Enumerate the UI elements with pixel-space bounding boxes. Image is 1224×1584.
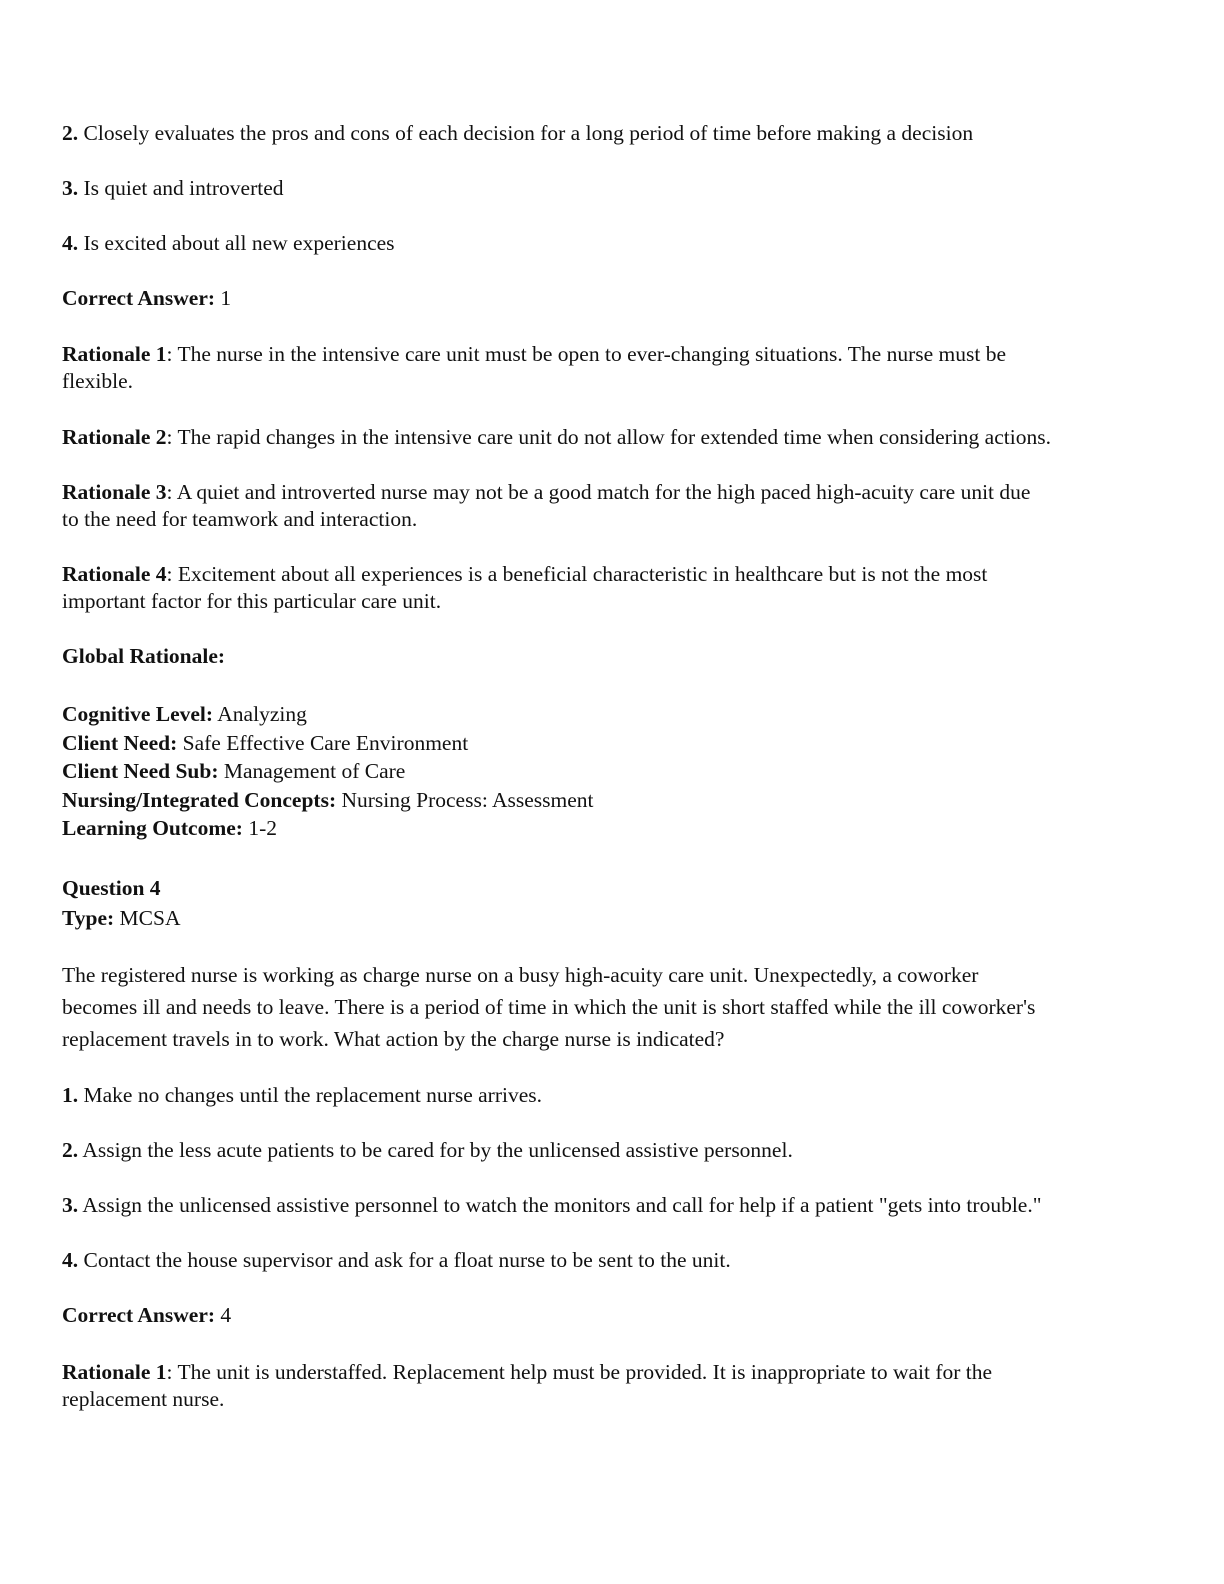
q4-correct-answer [62,1302,1172,1329]
q3-metadata [62,700,1172,843]
q3-option-3 [62,175,1172,202]
correct-answer-label: Correct Answer: [62,1303,216,1327]
correct-answer-value: 4 [220,1303,232,1327]
rationale-text: The unit is understaffed. Replacement help must be provided. It is inappropriate to wait for the [177,1360,993,1384]
option-text: Is excited about all new experiences [83,231,395,255]
meta-label: Client Need Sub: [62,759,219,783]
q4-header [62,873,1172,933]
meta-client-need-sub [62,757,1172,786]
rationale-label: Rationale 3 [62,480,167,504]
option-number: 1. [62,1083,79,1107]
q3-rationale-2: Rationale 2: The rapid changes in the intensive care unit do not allow for extended time when considering actions. [62,425,1051,449]
q3-rationale-4: Rationale 4: Excitement about all experiences is a beneficial characteristic in healthcare but is not the most important factor for this particular care unit. [62,561,1172,615]
q4-stem [62,959,1172,1055]
option-text: Is quiet and introverted [83,176,284,200]
q3-global-rationale [62,643,1172,670]
rationale-label: Rationale 2 [62,425,167,449]
rationale-text: The rapid changes in the intensive care unit do not allow for extended time when considering actions. [177,425,1051,449]
q4-option-3 [62,1192,1172,1219]
q3-option-4 [62,230,1172,257]
meta-value: Management of Care [223,759,406,783]
q4-option-4 [62,1247,1172,1274]
meta-value: 1-2 [248,816,277,840]
rationale-text: flexible. [62,369,134,393]
stem-line: The registered nurse is working as charge nurse on a busy high-acuity care unit. Unexpectedly, a coworker [62,963,979,987]
rationale-text: The nurse in the intensive care unit must be open to ever-changing situations. The nurse must be [177,342,1006,366]
meta-label: Nursing/Integrated Concepts: [62,787,337,812]
option-text: Closely evaluates the pros and cons of each decision for a long period of time before making a decision [83,121,974,145]
stem-line: replacement travels in to work. What action by the charge nurse is indicated? [62,1027,725,1051]
rationale-label: Rationale 1 [62,1360,167,1384]
rationale-label: Rationale 1 [62,342,167,366]
option-number: 2. [62,1138,79,1162]
rationale-text: replacement nurse. [62,1387,225,1411]
rationale-text: Excitement about all experiences is a beneficial characteristic in healthcare but is not the most [177,562,988,586]
meta-learning-outcome [62,814,1172,843]
option-text: Assign the less acute patients to be cared for by the unlicensed assistive personnel. [82,1138,793,1162]
rationale-text: to the need for teamwork and interaction. [62,507,418,531]
q3-correct-answer [62,285,1172,312]
option-number: 4. [62,231,79,255]
correct-answer-value: 1 [220,286,232,310]
rationale-text: A quiet and introverted nurse may not be a good match for the high paced high-acuity care unit due [176,480,1031,504]
q4-option-2 [62,1137,1172,1164]
option-text: Make no changes until the replacement nurse arrives. [83,1083,542,1107]
meta-nursing-concepts [62,786,1172,815]
q4-rationale-1: Rationale 1: The unit is understaffed. Replacement help must be provided. It is inappropriate to wait for the replacement nurse. [62,1359,1172,1413]
meta-value: Analyzing [217,702,307,726]
stem-line: becomes ill and needs to leave. There is a period of time in which the unit is short staffed while the ill coworker's [62,995,1036,1019]
meta-value: Nursing Process: Assessment [341,787,594,812]
meta-cognitive-level [62,700,1172,729]
rationale-label: Rationale 4 [62,562,167,586]
correct-answer-label: Correct Answer: [62,286,216,310]
option-number: 3. [62,1193,79,1217]
meta-label: Cognitive Level: [62,702,214,726]
meta-value: Safe Effective Care Environment [182,730,469,755]
question-type-label: Type: [62,906,115,930]
q3-rationale-1: Rationale 1: The nurse in the intensive care unit must be open to ever-changing situations. The nurse must be flexible. [62,341,1172,395]
meta-client-need [62,729,1172,758]
option-text: Assign the unlicensed assistive personnel to watch the monitors and call for help if a patient "gets into trouble." [82,1193,1042,1217]
question-type-value: MCSA [119,906,181,930]
rationale-text: important factor for this particular care unit. [62,589,442,613]
option-number: 4. [62,1248,79,1272]
question-title: Question 4 [62,876,161,900]
meta-label: Client Need: [62,730,178,755]
global-rationale-label: Global Rationale: [62,644,226,668]
option-text: Contact the house supervisor and ask for a float nurse to be sent to the unit. [83,1248,731,1272]
q4-option-1 [62,1082,1172,1109]
option-number: 2. [62,121,79,145]
option-number: 3. [62,176,79,200]
q3-option-2 [62,120,1172,147]
q3-rationale-3: Rationale 3: A quiet and introverted nurse may not be a good match for the high paced high-acuity care unit due to the need for teamwork and interaction. [62,479,1172,533]
meta-label: Learning Outcome: [62,816,243,840]
